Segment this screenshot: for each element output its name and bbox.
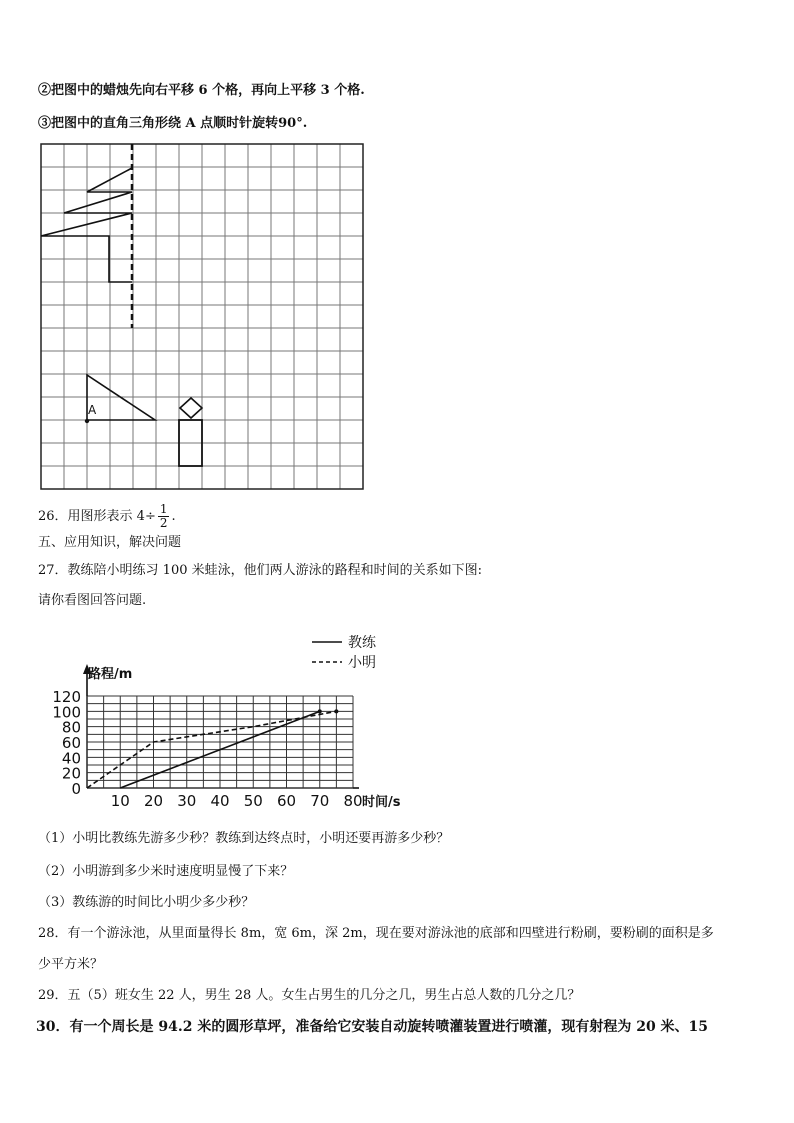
- q28-line2: 少平方米？: [38, 957, 104, 972]
- y-axis-label: 路程/m: [88, 667, 133, 682]
- x-axis-label: 时间/s: [362, 795, 401, 810]
- x-tick-label: 80: [343, 792, 363, 810]
- q26-suffix: .: [171, 509, 176, 524]
- series-end-point: [318, 709, 322, 713]
- chart-ticks: [52, 688, 362, 810]
- q29: 29．五（5）班女生 22 人，男生 28 人。女生占男生的几分之几，男生占总人数的几分之几？: [38, 988, 581, 1003]
- point-a-label: A: [88, 403, 97, 417]
- q30: 30．有一个周长是 94.2 米的圆形草坪，准备给它安装自动旋转喷灌装置进行喷灌，现有射程为 20 米、15: [36, 1019, 709, 1035]
- q27-text: 27．教练陪小明练习 100 米蛙泳，他们两人游泳的路程和时间的关系如下图:: [38, 563, 482, 578]
- chart-legend: [312, 634, 377, 671]
- q26-fraction: [158, 503, 170, 530]
- q27-sub1: （1）小明比教练先游多少秒？教练到达终点时，小明还要再游多少秒？: [38, 831, 450, 846]
- y-tick-label: 0: [71, 780, 81, 798]
- y-tick-label: 100: [52, 703, 81, 722]
- section-heading: 五、应用知识，解决问题: [38, 535, 182, 550]
- instruction-2: ②把图中的蜡烛先向右平移 6 个格，再向上平移 3 个格.: [38, 83, 365, 98]
- distance-time-chart: [40, 630, 430, 815]
- series-end-point: [334, 709, 338, 713]
- q28-line1: 28．有一个游泳池，从里面量得长 8m，宽 6m，深 2m，现在要对游泳池的底部和四壁进行粉刷，要粉刷的面积是多: [38, 926, 714, 941]
- x-tick-label: 30: [177, 792, 197, 810]
- legend-label: 教练: [348, 635, 376, 651]
- q27-prompt: 请你看图回答问题.: [38, 593, 147, 608]
- grid-figure: [38, 142, 366, 492]
- x-tick-label: 50: [243, 792, 263, 810]
- x-tick-label: 40: [210, 792, 230, 810]
- y-tick-label: 60: [61, 734, 81, 752]
- point-a: [85, 419, 89, 423]
- q26: [38, 503, 176, 530]
- q26-numerator: 1: [159, 502, 168, 516]
- x-tick-label: 10: [110, 792, 130, 810]
- x-tick-label: 20: [143, 792, 164, 810]
- chart-grid: [83, 664, 359, 788]
- chart-series: [87, 709, 338, 788]
- q26-prefix: 26．用图形表示 4÷: [38, 509, 156, 524]
- y-tick-label: 120: [52, 688, 81, 706]
- y-tick-label: 40: [61, 749, 81, 768]
- legend-label: 小明: [348, 655, 376, 671]
- q27-sub3: （3）教练游的时间比小明少多少秒？: [38, 895, 255, 910]
- q26-denominator: 2: [159, 516, 168, 530]
- q27-sub2: （2）小明游到多少米时速度明显慢了下来？: [38, 864, 294, 879]
- y-tick-label: 80: [61, 718, 81, 737]
- x-tick-label: 70: [310, 792, 330, 810]
- candle-flame: [180, 398, 202, 418]
- x-tick-label: 60: [276, 792, 297, 810]
- instruction-3: ③把图中的直角三角形绕 A 点顺时针旋转90°.: [38, 116, 308, 131]
- y-tick-label: 20: [61, 764, 81, 783]
